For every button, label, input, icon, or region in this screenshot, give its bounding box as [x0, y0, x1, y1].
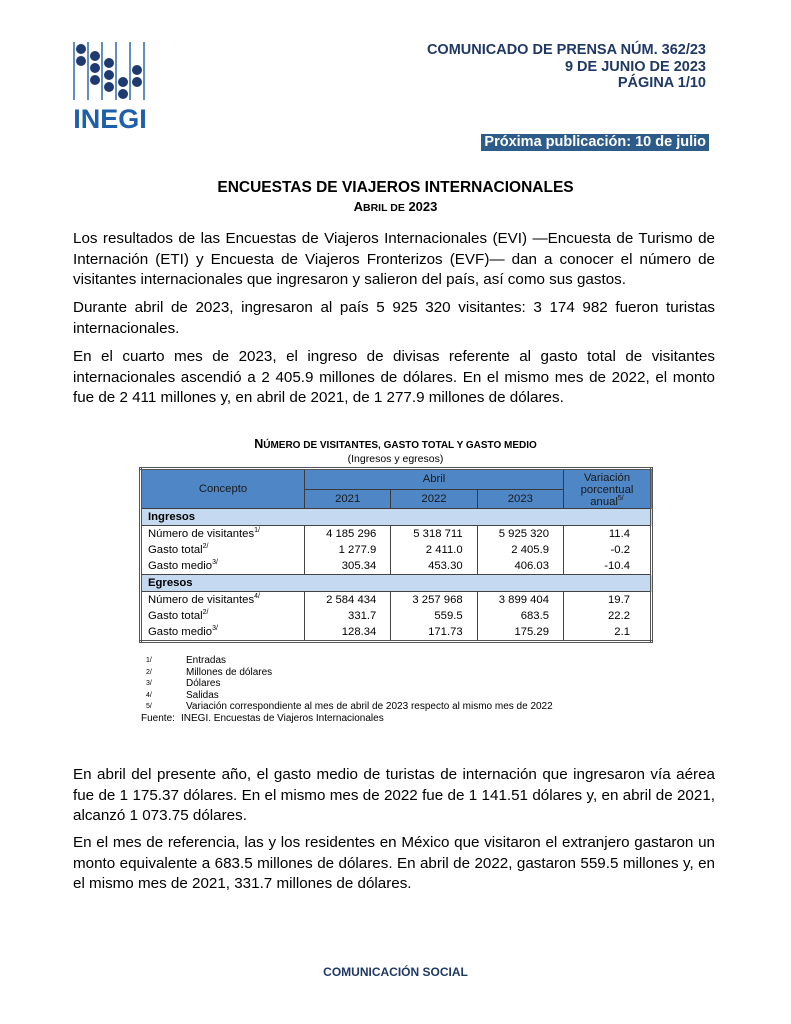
source-line — [141, 712, 553, 725]
note-text: Millones de dólares — [186, 666, 273, 678]
document-title: ENCUESTAS DE VIAJEROS INTERNACIONALES — [217, 179, 574, 196]
header-year-2022: 2022 — [391, 489, 477, 508]
row-concepto — [141, 592, 305, 609]
paragraph-residents-abroad: En el mes de referencia, las y los residentes en México que visitaron el extranjero gastaron un monto equivalente a 683.5 millones de dólares. En abril de 2022, gastaron 559.5 millones y, en el mismo mes de 2021, 331.7 millones de dólares. — [73, 834, 715, 892]
table-row — [141, 542, 652, 558]
header-concepto: Concepto — [141, 469, 305, 509]
note-item — [146, 701, 553, 713]
visitors-table — [139, 467, 653, 643]
note-mark: 4/ — [146, 691, 152, 699]
table-row — [141, 592, 652, 609]
note-text: Variación correspondiente al mes de abril de 2023 respecto al mismo mes de 2022 — [186, 701, 553, 713]
note-mark: 2/ — [202, 609, 209, 617]
header-variacion-note: 5/ — [617, 495, 624, 503]
paragraph-visitors: Durante abril de 2023, ingresaron al país 5 925 320 visitantes: 3 174 982 fueron turistas internacionales. — [73, 299, 715, 337]
section-label: Egresos — [141, 575, 652, 592]
subtitle-rest: BRIL DE — [363, 202, 405, 214]
cell-variacion: 11.4 — [608, 528, 630, 540]
source-label: Fuente: — [141, 712, 175, 724]
note-mark: 3/ — [146, 680, 152, 688]
cell-variacion: 22.2 — [608, 610, 630, 622]
cell-2021: 2 584 434 — [305, 592, 391, 609]
press-release-number: COMUNICADO DE PRENSA NÚM. 362/23 — [426, 42, 706, 58]
concepto-label: Gasto medio — [148, 560, 213, 572]
note-mark: 2/ — [146, 668, 152, 676]
header-variacion-label: Variación porcentual anual — [580, 472, 634, 508]
header-year-2023: 2023 — [477, 489, 563, 508]
logo-text: INEGI — [73, 104, 147, 132]
concepto-label: Número de visitantes — [148, 594, 255, 606]
cell-2022: 2 411.0 — [391, 542, 477, 558]
cell-variacion: 2.1 — [614, 626, 630, 638]
next-publication-badge: Próxima publicación: 10 de julio — [481, 134, 709, 151]
table-notes — [141, 655, 553, 725]
paragraph-income: En el cuarto mes de 2023, el ingreso de divisas referente al gasto total de visitantes internacionales ascendió a 2 405.9 millones de dólares. En el mismo mes de 2022, el monto fue de 2 411 millones y, en abril de 2021, de 1 277.9 millones de dólares. — [73, 348, 715, 406]
concepto-label: Gasto total — [148, 544, 203, 556]
table-title — [0, 437, 791, 451]
concepto-label: Gasto medio — [148, 626, 213, 638]
note-text: Dólares — [186, 678, 221, 690]
note-text: Entradas — [186, 655, 227, 666]
cell-2021: 331.7 — [305, 608, 391, 624]
cell-2023: 2 405.9 — [477, 542, 563, 558]
cell-2023: 683.5 — [477, 608, 563, 624]
note-mark: 1/ — [254, 527, 260, 535]
header-variacion — [564, 469, 652, 509]
note-mark: 3/ — [212, 559, 218, 567]
subtitle-year: 2023 — [408, 199, 438, 214]
table-subtitle: (Ingresos y egresos) — [347, 453, 444, 465]
cell-variacion: -0.2 — [610, 544, 630, 556]
table-row — [141, 526, 652, 543]
footer-social-communication: COMUNICACIÓN SOCIAL — [323, 965, 468, 979]
inegi-logo — [70, 40, 160, 132]
cell-2022: 5 318 711 — [391, 526, 477, 543]
cell-2021: 128.34 — [305, 624, 391, 642]
cell-variacion: -10.4 — [604, 560, 630, 572]
note-mark: 3/ — [212, 625, 218, 633]
paragraph-intro: Los resultados de las Encuestas de Viajeros Internacionales (EVI) —Encuesta de Turismo de Internación (ETI) y Encuesta de Viajeros Fronterizos (EVF)— dan a conocer el número de visitantes internacionales que ingresaron y salieron del país, así como sus gastos. — [73, 230, 715, 288]
section-row-ingresos — [141, 509, 652, 526]
row-concepto — [141, 526, 305, 543]
cell-2022: 3 257 968 — [391, 592, 477, 609]
press-header — [427, 42, 706, 92]
cell-2022: 453.30 — [391, 558, 477, 575]
cell-2022: 171.73 — [391, 624, 477, 642]
cell-2023: 175.29 — [477, 624, 563, 642]
header-abril: Abril — [305, 469, 564, 490]
inegi-abacus-icon — [70, 40, 160, 132]
cell-variacion: 19.7 — [608, 594, 630, 606]
concepto-label: Número de visitantes — [148, 528, 255, 540]
subtitle-first: A — [353, 199, 364, 214]
row-concepto — [141, 624, 305, 642]
note-item — [146, 690, 553, 702]
table-title-end: GASTO TOTAL Y GASTO MEDIO — [383, 440, 537, 451]
note-text: Salidas — [186, 689, 219, 701]
cell-2021: 4 185 296 — [305, 526, 391, 543]
note-mark: 2/ — [202, 543, 209, 551]
note-mark: 5/ — [146, 703, 152, 711]
paragraph-average-spend: En abril del presente año, el gasto medio de turistas de internación que ingresaron vía aérea fue de 1 175.37 dólares. En el mismo mes de 2022 fue de 1 141.51 dólares y, en abril de 2021, alcanzó 1 073.75 dólares. — [73, 766, 715, 824]
note-item — [146, 678, 553, 690]
note-item — [146, 655, 553, 667]
cell-2023: 3 899 404 — [477, 592, 563, 609]
section-row-egresos — [141, 575, 652, 592]
source-text: INEGI. Encuestas de Viajeros Internacionales — [181, 712, 384, 724]
row-concepto — [141, 542, 305, 558]
cell-2023: 5 925 320 — [477, 526, 563, 543]
page-number: PÁGINA 1/10 — [617, 75, 706, 91]
cell-2021: 1 277.9 — [305, 542, 391, 558]
header-year-2021: 2021 — [305, 489, 391, 508]
concepto-label: Gasto total — [148, 610, 203, 622]
section-label: Ingresos — [141, 509, 652, 526]
table-row — [141, 558, 652, 575]
note-mark: 1/ — [146, 657, 152, 664]
table-title-first: N — [254, 437, 264, 451]
table-title-mid: ÚMERO DE VISITANTES, — [263, 440, 384, 451]
document-subtitle — [0, 199, 791, 214]
table-row — [141, 624, 652, 642]
note-item — [146, 667, 553, 679]
cell-2022: 559.5 — [391, 608, 477, 624]
table-row — [141, 608, 652, 624]
note-mark: 4/ — [254, 593, 260, 601]
row-concepto — [141, 558, 305, 575]
cell-2021: 305.34 — [305, 558, 391, 575]
release-date: 9 DE JUNIO DE 2023 — [564, 58, 706, 75]
row-concepto — [141, 608, 305, 624]
cell-2023: 406.03 — [477, 558, 563, 575]
